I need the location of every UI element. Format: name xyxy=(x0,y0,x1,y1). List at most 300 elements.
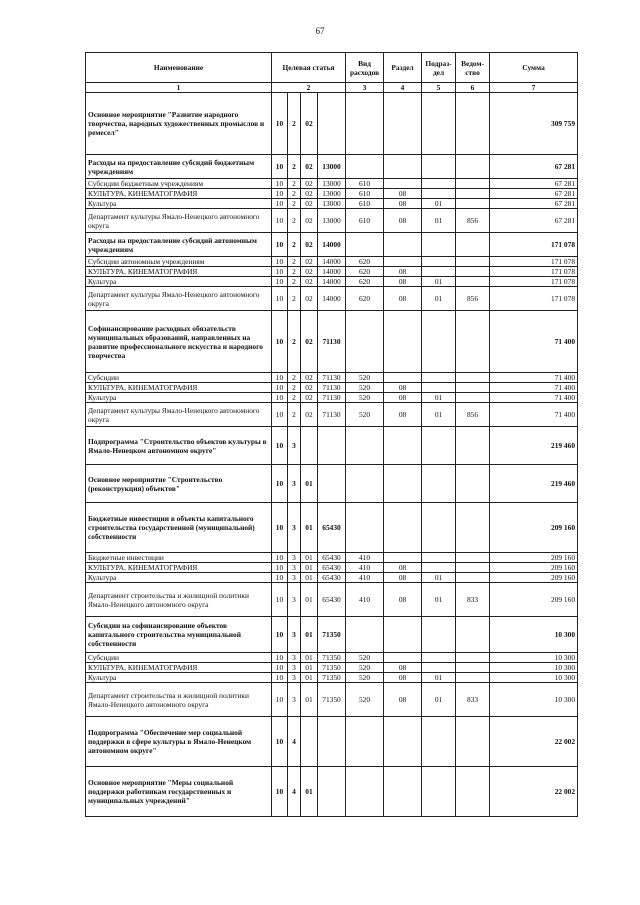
cell-name: КУЛЬТУРА, КИНЕМАТОГРАФИЯ xyxy=(86,267,272,277)
cell-vid: 610 xyxy=(346,179,384,189)
cell-sum: 209 160 xyxy=(490,553,578,563)
cell-name: Бюджетные инвестиции xyxy=(86,553,272,563)
cell-vedomstvo xyxy=(456,383,490,393)
cell-target-subprogram: 2 xyxy=(288,199,301,209)
cell-target-subprogram: 3 xyxy=(288,553,301,563)
cell-podrazdel xyxy=(422,373,456,383)
cell-podrazdel xyxy=(422,617,456,653)
cell-name: Субсидии xyxy=(86,653,272,663)
cell-target-event: 02 xyxy=(301,93,318,155)
cell-vid xyxy=(346,311,384,373)
cell-target-direction: 71350 xyxy=(318,683,346,717)
cell-target-event: 01 xyxy=(301,653,318,663)
cell-vedomstvo xyxy=(456,553,490,563)
table-row xyxy=(86,287,578,311)
cell-name: Субсидии автономным учреждениям xyxy=(86,257,272,267)
cell-razdel xyxy=(384,373,422,383)
cell-target-event: 01 xyxy=(301,465,318,503)
column-number-row xyxy=(86,83,578,93)
cell-sum: 10 300 xyxy=(490,683,578,717)
header-razdel: Раздел xyxy=(384,53,422,83)
table-row xyxy=(86,767,578,817)
table-row xyxy=(86,617,578,653)
col-number: 7 xyxy=(490,83,578,93)
cell-target-event: 01 xyxy=(301,553,318,563)
cell-sum: 71 400 xyxy=(490,403,578,427)
cell-name: Культура xyxy=(86,199,272,209)
cell-podrazdel xyxy=(422,663,456,673)
cell-target-direction: 14000 xyxy=(318,233,346,257)
cell-target-program: 10 xyxy=(272,155,288,179)
cell-sum: 309 759 xyxy=(490,93,578,155)
cell-name: Основное мероприятие "Строительство (реконструкция) объектов" xyxy=(86,465,272,503)
cell-target-program: 10 xyxy=(272,673,288,683)
cell-target-direction: 14000 xyxy=(318,267,346,277)
col-number: 5 xyxy=(422,83,456,93)
header-name: Наименование xyxy=(86,53,272,83)
cell-vid xyxy=(346,767,384,817)
cell-target-direction: 65430 xyxy=(318,563,346,573)
cell-target-subprogram: 3 xyxy=(288,583,301,617)
cell-vedomstvo xyxy=(456,189,490,199)
cell-target-direction xyxy=(318,465,346,503)
cell-name: Субсидии бюджетным учреждениям xyxy=(86,179,272,189)
cell-sum: 219 460 xyxy=(490,427,578,465)
cell-razdel: 08 xyxy=(384,673,422,683)
table-row xyxy=(86,403,578,427)
col-number: 3 xyxy=(346,83,384,93)
cell-vedomstvo xyxy=(456,673,490,683)
cell-target-event: 01 xyxy=(301,767,318,817)
cell-vid: 620 xyxy=(346,277,384,287)
cell-vedomstvo xyxy=(456,767,490,817)
cell-target-program: 10 xyxy=(272,653,288,663)
cell-podrazdel xyxy=(422,189,456,199)
col-number: 2 xyxy=(272,83,346,93)
cell-name: Субсидии xyxy=(86,373,272,383)
cell-name: Основное мероприятие "Меры социальной поддержки работникам государственных и муниципальных учреждений" xyxy=(86,767,272,817)
table-row xyxy=(86,311,578,373)
cell-vid xyxy=(346,155,384,179)
cell-target-program: 10 xyxy=(272,277,288,287)
cell-target-subprogram: 2 xyxy=(288,209,301,233)
table-row xyxy=(86,373,578,383)
cell-razdel: 08 xyxy=(384,267,422,277)
cell-podrazdel xyxy=(422,503,456,553)
cell-target-direction xyxy=(318,93,346,155)
cell-razdel: 08 xyxy=(384,393,422,403)
cell-razdel xyxy=(384,93,422,155)
cell-vedomstvo xyxy=(456,267,490,277)
cell-target-subprogram: 2 xyxy=(288,179,301,189)
cell-vedomstvo xyxy=(456,311,490,373)
cell-vedomstvo xyxy=(456,257,490,267)
table-row xyxy=(86,209,578,233)
cell-name: Бюджетные инвестиции в объекты капитального строительства государственной (муниципальной) собственности xyxy=(86,503,272,553)
cell-name: Департамент культуры Ямало-Ненецкого автономного округа xyxy=(86,287,272,311)
cell-target-subprogram: 2 xyxy=(288,393,301,403)
cell-name: КУЛЬТУРА, КИНЕМАТОГРАФИЯ xyxy=(86,383,272,393)
cell-target-direction: 71130 xyxy=(318,373,346,383)
cell-vid: 610 xyxy=(346,199,384,209)
cell-target-direction: 65430 xyxy=(318,503,346,553)
cell-vid: 610 xyxy=(346,189,384,199)
cell-target-program: 10 xyxy=(272,503,288,553)
cell-sum: 209 160 xyxy=(490,563,578,573)
cell-sum: 10 300 xyxy=(490,673,578,683)
cell-target-direction: 71350 xyxy=(318,653,346,663)
cell-target-subprogram: 2 xyxy=(288,155,301,179)
cell-target-program: 10 xyxy=(272,563,288,573)
cell-target-program: 10 xyxy=(272,373,288,383)
cell-sum: 67 281 xyxy=(490,155,578,179)
cell-target-event: 01 xyxy=(301,617,318,653)
cell-target-event: 02 xyxy=(301,209,318,233)
cell-name: Софинансирование расходных обязательств муниципальных образований, направленных на развитие профессионального искусства и народного творчества xyxy=(86,311,272,373)
cell-vid: 520 xyxy=(346,653,384,663)
cell-target-direction: 14000 xyxy=(318,277,346,287)
cell-vid: 520 xyxy=(346,383,384,393)
cell-target-event: 02 xyxy=(301,383,318,393)
cell-vedomstvo xyxy=(456,199,490,209)
cell-target-program: 10 xyxy=(272,393,288,403)
cell-vid: 610 xyxy=(346,209,384,233)
cell-name: Культура xyxy=(86,573,272,583)
cell-target-subprogram: 3 xyxy=(288,503,301,553)
cell-target-program: 10 xyxy=(272,179,288,189)
cell-target-direction: 71130 xyxy=(318,311,346,373)
cell-sum: 171 078 xyxy=(490,287,578,311)
cell-vid: 410 xyxy=(346,553,384,563)
cell-target-subprogram: 2 xyxy=(288,373,301,383)
cell-sum: 67 281 xyxy=(490,199,578,209)
cell-podrazdel xyxy=(422,311,456,373)
cell-target-program: 10 xyxy=(272,287,288,311)
cell-vedomstvo xyxy=(456,573,490,583)
cell-target-direction xyxy=(318,767,346,817)
cell-vid xyxy=(346,93,384,155)
cell-name: Расходы на предоставление субсидий автономным учреждениям xyxy=(86,233,272,257)
cell-vid: 520 xyxy=(346,683,384,717)
cell-target-program: 10 xyxy=(272,663,288,673)
cell-target-program: 10 xyxy=(272,573,288,583)
cell-razdel xyxy=(384,465,422,503)
cell-podrazdel: 01 xyxy=(422,199,456,209)
cell-razdel: 08 xyxy=(384,683,422,717)
cell-name: Культура xyxy=(86,393,272,403)
cell-target-event: 02 xyxy=(301,155,318,179)
cell-target-subprogram: 3 xyxy=(288,617,301,653)
cell-podrazdel xyxy=(422,553,456,563)
table-row xyxy=(86,553,578,563)
cell-target-program: 10 xyxy=(272,383,288,393)
cell-target-event: 02 xyxy=(301,267,318,277)
cell-target-program: 10 xyxy=(272,267,288,277)
cell-razdel: 08 xyxy=(384,277,422,287)
cell-target-subprogram: 3 xyxy=(288,427,301,465)
cell-target-program: 10 xyxy=(272,257,288,267)
cell-vedomstvo: 833 xyxy=(456,683,490,717)
cell-target-event: 02 xyxy=(301,199,318,209)
cell-target-event: 02 xyxy=(301,189,318,199)
cell-target-event: 02 xyxy=(301,277,318,287)
cell-target-subprogram: 3 xyxy=(288,673,301,683)
cell-vedomstvo xyxy=(456,393,490,403)
table-row xyxy=(86,465,578,503)
cell-podrazdel xyxy=(422,267,456,277)
cell-target-program: 10 xyxy=(272,189,288,199)
cell-vid: 620 xyxy=(346,257,384,267)
header-target: Целевая статья xyxy=(272,53,346,83)
cell-podrazdel: 01 xyxy=(422,393,456,403)
cell-razdel xyxy=(384,767,422,817)
table-body xyxy=(86,93,578,817)
cell-target-direction: 65430 xyxy=(318,583,346,617)
table-row xyxy=(86,233,578,257)
table-row xyxy=(86,383,578,393)
cell-target-event: 02 xyxy=(301,373,318,383)
cell-target-program: 10 xyxy=(272,465,288,503)
cell-podrazdel xyxy=(422,717,456,767)
cell-sum: 10 300 xyxy=(490,663,578,673)
cell-target-direction: 71350 xyxy=(318,617,346,653)
cell-vedomstvo xyxy=(456,179,490,189)
cell-podrazdel xyxy=(422,767,456,817)
header-row xyxy=(86,53,578,83)
cell-target-event: 02 xyxy=(301,257,318,267)
cell-sum: 171 078 xyxy=(490,277,578,287)
cell-target-program: 10 xyxy=(272,311,288,373)
cell-vid: 520 xyxy=(346,673,384,683)
table-row xyxy=(86,199,578,209)
cell-sum: 22 002 xyxy=(490,767,578,817)
table-row xyxy=(86,683,578,717)
cell-target-event: 02 xyxy=(301,179,318,189)
cell-vedomstvo xyxy=(456,427,490,465)
cell-vedomstvo xyxy=(456,465,490,503)
cell-podrazdel xyxy=(422,653,456,663)
cell-razdel: 08 xyxy=(384,209,422,233)
cell-target-direction: 71130 xyxy=(318,383,346,393)
cell-target-subprogram: 3 xyxy=(288,663,301,673)
cell-vedomstvo xyxy=(456,93,490,155)
cell-razdel xyxy=(384,233,422,257)
cell-podrazdel: 01 xyxy=(422,583,456,617)
cell-razdel xyxy=(384,553,422,563)
cell-target-subprogram: 3 xyxy=(288,563,301,573)
cell-sum: 71 400 xyxy=(490,311,578,373)
cell-target-program: 10 xyxy=(272,553,288,563)
table-row xyxy=(86,93,578,155)
cell-vedomstvo xyxy=(456,233,490,257)
cell-podrazdel: 01 xyxy=(422,287,456,311)
cell-vedomstvo xyxy=(456,653,490,663)
cell-target-subprogram: 3 xyxy=(288,653,301,663)
cell-target-program: 10 xyxy=(272,767,288,817)
cell-sum: 22 002 xyxy=(490,717,578,767)
cell-sum: 171 078 xyxy=(490,257,578,267)
header-vid: Вид расходов xyxy=(346,53,384,83)
cell-target-program: 10 xyxy=(272,583,288,617)
cell-sum: 171 078 xyxy=(490,233,578,257)
cell-podrazdel xyxy=(422,155,456,179)
cell-vedomstvo xyxy=(456,155,490,179)
cell-vedomstvo: 833 xyxy=(456,583,490,617)
cell-sum: 10 300 xyxy=(490,617,578,653)
cell-target-program: 10 xyxy=(272,617,288,653)
cell-target-event: 02 xyxy=(301,393,318,403)
cell-razdel: 08 xyxy=(384,663,422,673)
cell-target-subprogram: 3 xyxy=(288,465,301,503)
cell-vedomstvo xyxy=(456,277,490,287)
cell-vid: 520 xyxy=(346,403,384,427)
cell-target-direction: 13000 xyxy=(318,209,346,233)
cell-target-subprogram: 2 xyxy=(288,267,301,277)
table-row xyxy=(86,673,578,683)
cell-target-direction xyxy=(318,427,346,465)
cell-name: Субсидии на софинансирование объектов капитального строительства муниципальной собственности xyxy=(86,617,272,653)
cell-podrazdel xyxy=(422,257,456,267)
cell-podrazdel: 01 xyxy=(422,573,456,583)
table-row xyxy=(86,257,578,267)
cell-target-event: 02 xyxy=(301,233,318,257)
table-row xyxy=(86,155,578,179)
cell-vedomstvo xyxy=(456,617,490,653)
table-row xyxy=(86,189,578,199)
cell-podrazdel xyxy=(422,563,456,573)
cell-sum: 209 160 xyxy=(490,503,578,553)
cell-target-subprogram: 2 xyxy=(288,93,301,155)
cell-target-event: 01 xyxy=(301,573,318,583)
cell-target-direction: 71130 xyxy=(318,403,346,427)
cell-target-event: 02 xyxy=(301,287,318,311)
budget-table xyxy=(85,52,578,817)
cell-sum: 209 160 xyxy=(490,573,578,583)
cell-target-subprogram: 2 xyxy=(288,287,301,311)
cell-vid: 620 xyxy=(346,267,384,277)
table-row xyxy=(86,563,578,573)
header-vedomstvo: Ведом-ство xyxy=(456,53,490,83)
cell-target-direction: 13000 xyxy=(318,155,346,179)
table-row xyxy=(86,653,578,663)
cell-target-subprogram: 3 xyxy=(288,573,301,583)
cell-vid: 520 xyxy=(346,373,384,383)
cell-sum: 209 160 xyxy=(490,583,578,617)
cell-target-subprogram: 2 xyxy=(288,233,301,257)
cell-vid: 520 xyxy=(346,393,384,403)
cell-target-event: 02 xyxy=(301,311,318,373)
cell-podrazdel: 01 xyxy=(422,683,456,717)
page-number: 67 xyxy=(315,26,325,36)
cell-target-direction: 71350 xyxy=(318,673,346,683)
cell-vid xyxy=(346,427,384,465)
cell-target-event: 01 xyxy=(301,663,318,673)
cell-vedomstvo: 856 xyxy=(456,287,490,311)
cell-razdel xyxy=(384,717,422,767)
cell-sum: 171 078 xyxy=(490,267,578,277)
cell-razdel xyxy=(384,503,422,553)
cell-podrazdel xyxy=(422,465,456,503)
cell-target-direction: 13000 xyxy=(318,179,346,189)
cell-podrazdel xyxy=(422,427,456,465)
cell-razdel xyxy=(384,427,422,465)
col-number: 6 xyxy=(456,83,490,93)
cell-vedomstvo xyxy=(456,503,490,553)
cell-target-event: 01 xyxy=(301,563,318,573)
cell-target-event: 01 xyxy=(301,673,318,683)
cell-razdel xyxy=(384,311,422,373)
cell-razdel xyxy=(384,257,422,267)
cell-vedomstvo xyxy=(456,717,490,767)
cell-razdel: 08 xyxy=(384,287,422,311)
cell-razdel xyxy=(384,653,422,663)
col-number: 4 xyxy=(384,83,422,93)
cell-podrazdel xyxy=(422,383,456,393)
cell-vid: 410 xyxy=(346,563,384,573)
cell-vid xyxy=(346,465,384,503)
cell-target-direction: 14000 xyxy=(318,257,346,267)
cell-target-event xyxy=(301,427,318,465)
cell-razdel: 08 xyxy=(384,383,422,393)
cell-target-direction xyxy=(318,717,346,767)
cell-target-direction: 65430 xyxy=(318,573,346,583)
cell-razdel xyxy=(384,155,422,179)
table-row xyxy=(86,277,578,287)
cell-vid xyxy=(346,617,384,653)
cell-name: Департамент культуры Ямало-Ненецкого автономного округа xyxy=(86,403,272,427)
cell-vid: 410 xyxy=(346,573,384,583)
cell-name: Культура xyxy=(86,673,272,683)
cell-name: Культура xyxy=(86,277,272,287)
cell-target-event: 02 xyxy=(301,403,318,427)
cell-target-subprogram: 2 xyxy=(288,311,301,373)
table-row xyxy=(86,663,578,673)
table-row xyxy=(86,583,578,617)
cell-target-direction: 13000 xyxy=(318,189,346,199)
table-row xyxy=(86,179,578,189)
table-row xyxy=(86,393,578,403)
cell-sum: 10 300 xyxy=(490,653,578,663)
cell-razdel xyxy=(384,179,422,189)
cell-name: Расходы на предоставление субсидий бюджетным учреждениям xyxy=(86,155,272,179)
cell-target-program: 10 xyxy=(272,683,288,717)
cell-target-subprogram: 4 xyxy=(288,717,301,767)
cell-target-event xyxy=(301,717,318,767)
table-row xyxy=(86,427,578,465)
cell-razdel xyxy=(384,617,422,653)
cell-target-subprogram: 2 xyxy=(288,383,301,393)
cell-vedomstvo xyxy=(456,663,490,673)
cell-vid xyxy=(346,717,384,767)
cell-vid xyxy=(346,233,384,257)
cell-razdel: 08 xyxy=(384,563,422,573)
cell-razdel: 08 xyxy=(384,573,422,583)
cell-razdel: 08 xyxy=(384,199,422,209)
col-number: 1 xyxy=(86,83,272,93)
cell-vid xyxy=(346,503,384,553)
table-row xyxy=(86,503,578,553)
table-row xyxy=(86,267,578,277)
cell-target-direction: 71130 xyxy=(318,393,346,403)
cell-vedomstvo: 856 xyxy=(456,403,490,427)
cell-target-subprogram: 2 xyxy=(288,277,301,287)
table-row xyxy=(86,717,578,767)
cell-name: КУЛЬТУРА, КИНЕМАТОГРАФИЯ xyxy=(86,663,272,673)
cell-target-program: 10 xyxy=(272,199,288,209)
cell-name: КУЛЬТУРА, КИНЕМАТОГРАФИЯ xyxy=(86,563,272,573)
cell-target-program: 10 xyxy=(272,717,288,767)
cell-target-direction: 14000 xyxy=(318,287,346,311)
